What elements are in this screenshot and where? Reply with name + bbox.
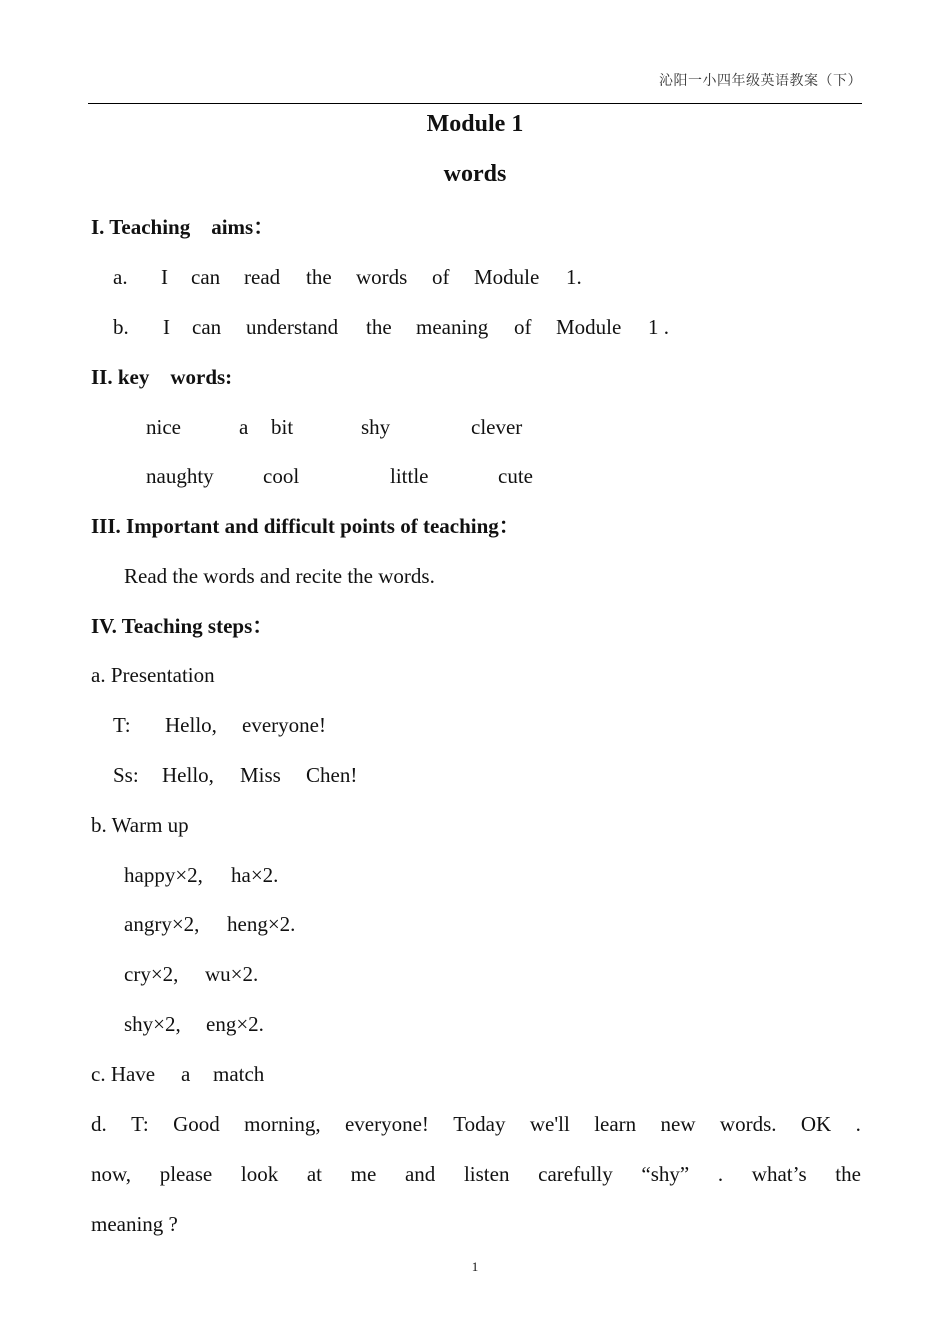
- dialogue-word: carefully: [538, 1162, 613, 1186]
- aims-word: the: [366, 315, 392, 339]
- aims-word: of: [514, 315, 532, 339]
- aims-word: words: [356, 265, 408, 289]
- dialogue-word: at: [306, 1162, 323, 1186]
- dialogue-word: Today: [453, 1112, 506, 1136]
- dialogue-word: everyone!: [242, 713, 326, 737]
- aims-word: can: [191, 265, 221, 289]
- important-heading: III. Important and difficult points of teaching：: [91, 514, 520, 538]
- dialogue-word: please: [159, 1162, 213, 1186]
- dialogue-word: Hello,: [162, 763, 214, 787]
- aims-word: 1 .: [648, 315, 669, 339]
- warmup-item: angry×2,: [124, 912, 200, 936]
- warmup-item: heng×2.: [227, 912, 296, 936]
- aims-word: the: [306, 265, 332, 289]
- presentation-label: a. Presentation: [91, 663, 215, 687]
- dialogue-word: words.: [719, 1112, 777, 1136]
- aims-word: of: [432, 265, 450, 289]
- dialogue-word: me: [350, 1162, 377, 1186]
- dialogue-word: Miss: [240, 763, 281, 787]
- dialogue-word: OK: [800, 1112, 832, 1136]
- aims-word: Module: [556, 315, 622, 339]
- dialogue-word: morning,: [244, 1112, 321, 1136]
- dialogue-word: everyone!: [344, 1112, 429, 1136]
- warmup-item: ha×2.: [231, 863, 279, 887]
- page-number: 1: [471, 1259, 479, 1274]
- module-subtitle: words: [443, 161, 507, 187]
- dialogue-word: the: [835, 1162, 861, 1186]
- module-title: Module 1: [426, 111, 524, 137]
- dialogue-line-1: [91, 1111, 861, 1137]
- aims-word: read: [244, 265, 281, 289]
- key-word: nice: [146, 415, 181, 439]
- dialogue-word: we'll: [529, 1112, 570, 1136]
- steps-heading: IV. Teaching steps：: [91, 614, 274, 638]
- key-word: a: [239, 415, 249, 439]
- key-word: bit: [271, 415, 294, 439]
- header-divider: [88, 103, 862, 104]
- aims-word: Module: [474, 265, 540, 289]
- dialogue-word: “shy”: [641, 1162, 690, 1186]
- aims-item-marker: a.: [113, 265, 128, 289]
- match-word: match: [213, 1062, 265, 1086]
- dialogue-word: learn: [594, 1112, 637, 1136]
- key-words-heading: II. key words:: [91, 365, 233, 389]
- key-word: shy: [361, 415, 391, 439]
- aims-word: can: [192, 315, 222, 339]
- dialogue-word: Chen!: [306, 763, 358, 787]
- warmup-item: shy×2,: [124, 1012, 181, 1036]
- key-word: clever: [471, 415, 523, 439]
- aims-item-marker: b.: [113, 315, 129, 339]
- dialogue-word: and: [404, 1162, 436, 1186]
- match-word: a: [181, 1062, 191, 1086]
- key-word: naughty: [146, 464, 214, 488]
- dialogue-line-3: meaning ?: [91, 1212, 178, 1236]
- dialogue-word: .: [717, 1162, 724, 1186]
- important-text: Read the words and recite the words.: [124, 564, 435, 588]
- warmup-label: b. Warm up: [91, 813, 189, 837]
- dialogue-word: now,: [91, 1162, 132, 1186]
- dialogue-word: look: [240, 1162, 279, 1186]
- key-word: cool: [263, 464, 300, 488]
- speaker-label: T:: [113, 713, 131, 737]
- aims-word: I: [163, 315, 170, 339]
- dialogue-word: Hello,: [165, 713, 217, 737]
- aims-word: I: [161, 265, 168, 289]
- aims-word: understand: [246, 315, 339, 339]
- warmup-item: eng×2.: [206, 1012, 264, 1036]
- dialogue-word: listen: [463, 1162, 510, 1186]
- warmup-item: happy×2,: [124, 863, 203, 887]
- dialogue-word: .: [855, 1112, 861, 1136]
- match-word: c. Have: [91, 1062, 156, 1086]
- dialogue-line-2: [91, 1161, 861, 1187]
- warmup-item: cry×2,: [124, 962, 179, 986]
- key-word: little: [390, 464, 429, 488]
- warmup-item: wu×2.: [205, 962, 259, 986]
- aims-word: meaning: [416, 315, 489, 339]
- aims-word: 1.: [566, 265, 582, 289]
- dialogue-word: d.: [91, 1112, 107, 1136]
- dialogue-word: new: [660, 1112, 696, 1136]
- school-title: 沁阳一小四年级英语教案（下）: [659, 73, 862, 89]
- key-word: cute: [498, 464, 533, 488]
- aims-heading: I. Teaching aims：: [91, 215, 275, 239]
- speaker-label: Ss:: [113, 763, 139, 787]
- dialogue-word: what’s: [751, 1162, 807, 1186]
- dialogue-word: Good: [173, 1112, 220, 1136]
- dialogue-word: T:: [131, 1112, 149, 1136]
